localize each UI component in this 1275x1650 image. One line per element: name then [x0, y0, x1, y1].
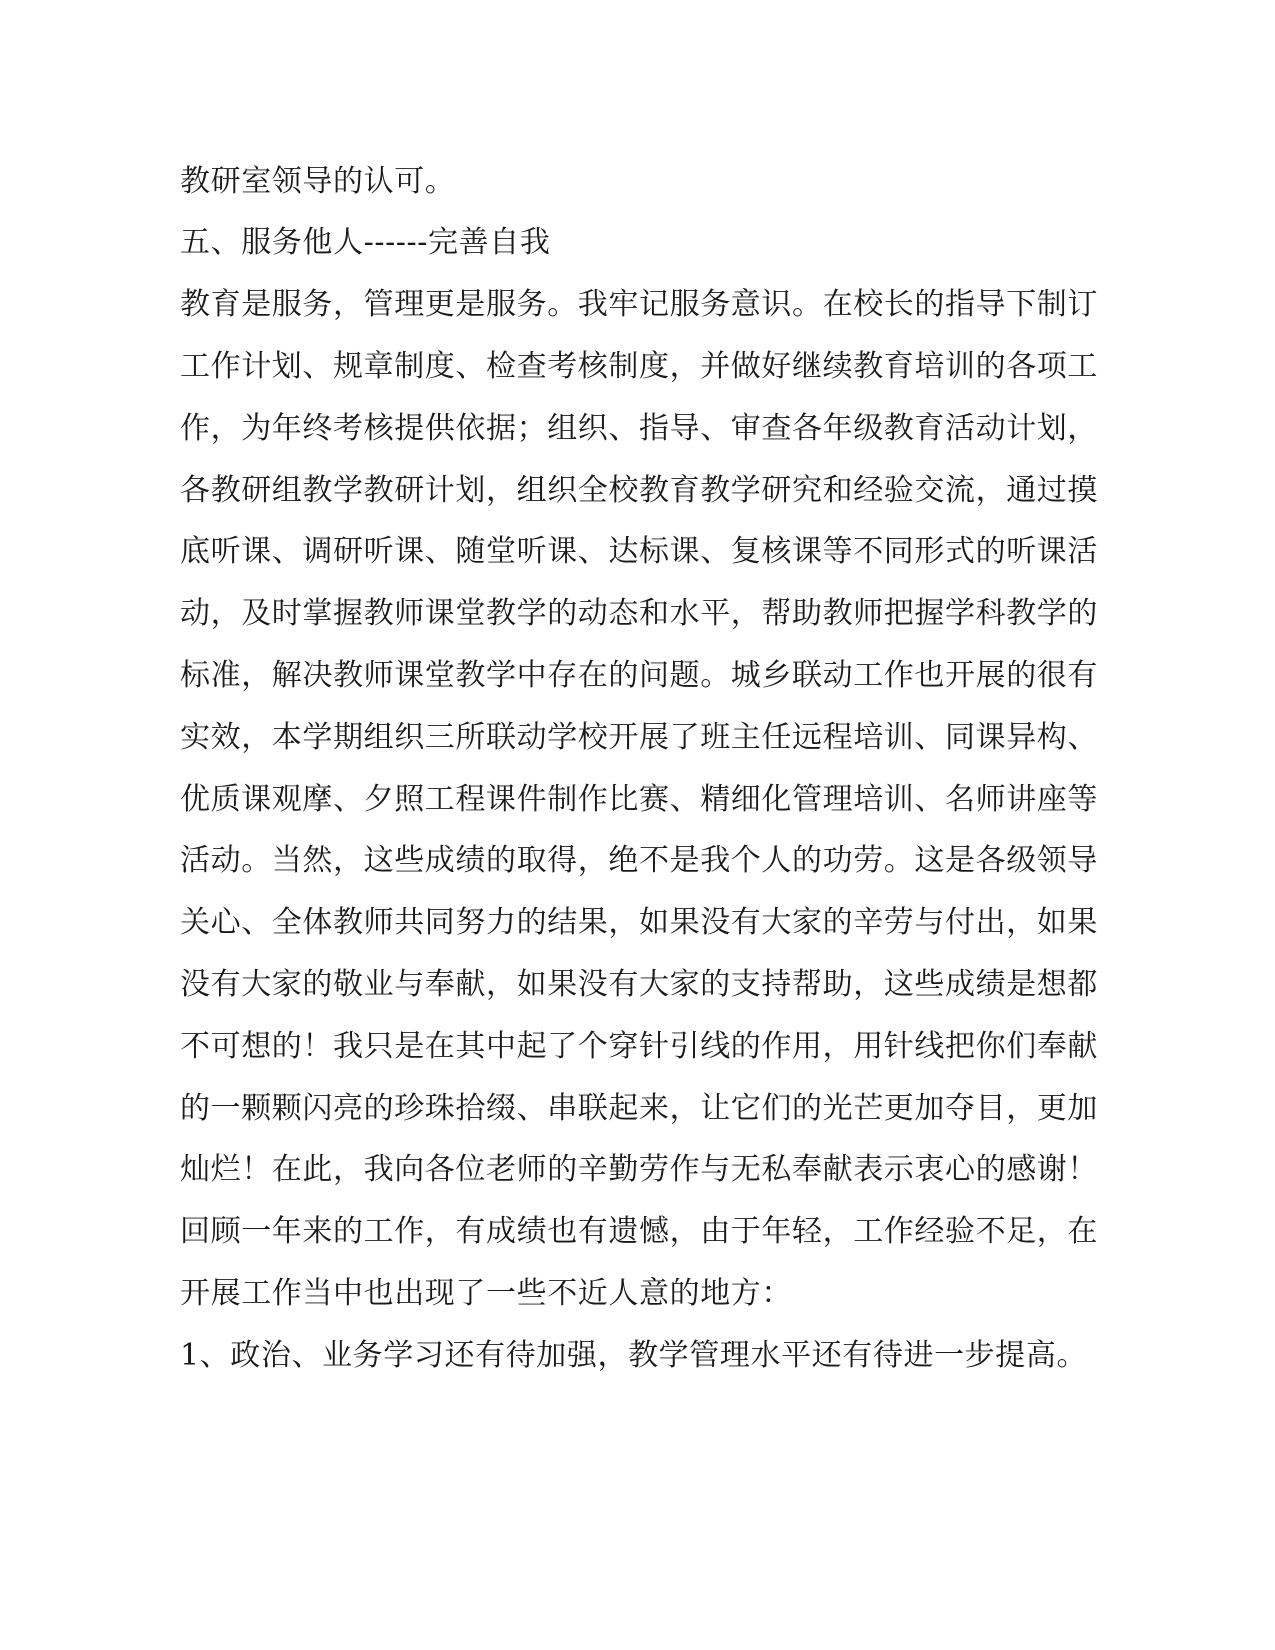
paragraph-line: 实效，本学期组织三所联动学校开展了班主任远程培训、同课异构、 — [180, 720, 1098, 755]
paragraph-line: 关心、全体教师共同努力的结果，如果没有大家的辛劳与付出，如果 — [180, 905, 1098, 940]
paragraph-line: 动，及时掌握教师课堂教学的动态和水平，帮助教师把握学科教学的 — [180, 596, 1098, 631]
paragraph-line: 工作计划、规章制度、检查考核制度，并做好继续教育培训的各项工 — [180, 349, 1098, 384]
paragraph-line: 各教研组教学教研计划，组织全校教育教学研究和经验交流，通过摸 — [180, 473, 1098, 508]
list-item: 1、政治、业务学习还有待加强，教学管理水平还有待进一步提高。 — [180, 1338, 1088, 1373]
paragraph-line: 开展工作当中也出现了一些不近人意的地方： — [180, 1276, 792, 1311]
paragraph-line: 回顾一年来的工作，有成绩也有遗憾，由于年轻，工作经验不足，在 — [180, 1214, 1098, 1249]
section-heading: 五、服务他人------完善自我 — [180, 225, 551, 260]
paragraph-line: 优质课观摩、夕照工程课件制作比赛、精细化管理培训、名师讲座等 — [180, 782, 1098, 817]
paragraph-line: 活动。当然，这些成绩的取得，绝不是我个人的功劳。这是各级领导 — [180, 843, 1098, 878]
paragraph-line: 灿烂！在此，我向各位老师的辛勤劳作与无私奉献表示衷心的感谢！ — [180, 1152, 1098, 1187]
paragraph-line: 作，为年终考核提供依据；组织、指导、审查各年级教育活动计划， — [180, 411, 1098, 446]
paragraph-line: 标准，解决教师课堂教学中存在的问题。城乡联动工作也开展的很有 — [180, 658, 1098, 693]
paragraph-line: 教育是服务，管理更是服务。我牢记服务意识。在校长的指导下制订 — [180, 287, 1098, 322]
paragraph-line: 没有大家的敬业与奉献，如果没有大家的支持帮助，这些成绩是想都 — [180, 967, 1098, 1002]
paragraph-line: 不可想的！我只是在其中起了个穿针引线的作用，用针线把你们奉献 — [180, 1029, 1098, 1064]
paragraph-line: 的一颗颗闪亮的珍珠拾缀、串联起来，让它们的光芒更加夺目，更加 — [180, 1091, 1098, 1126]
paragraph-line: 底听课、调研听课、随堂听课、达标课、复核课等不同形式的听课活 — [180, 534, 1098, 569]
paragraph-line: 教研室领导的认可。 — [180, 164, 456, 199]
